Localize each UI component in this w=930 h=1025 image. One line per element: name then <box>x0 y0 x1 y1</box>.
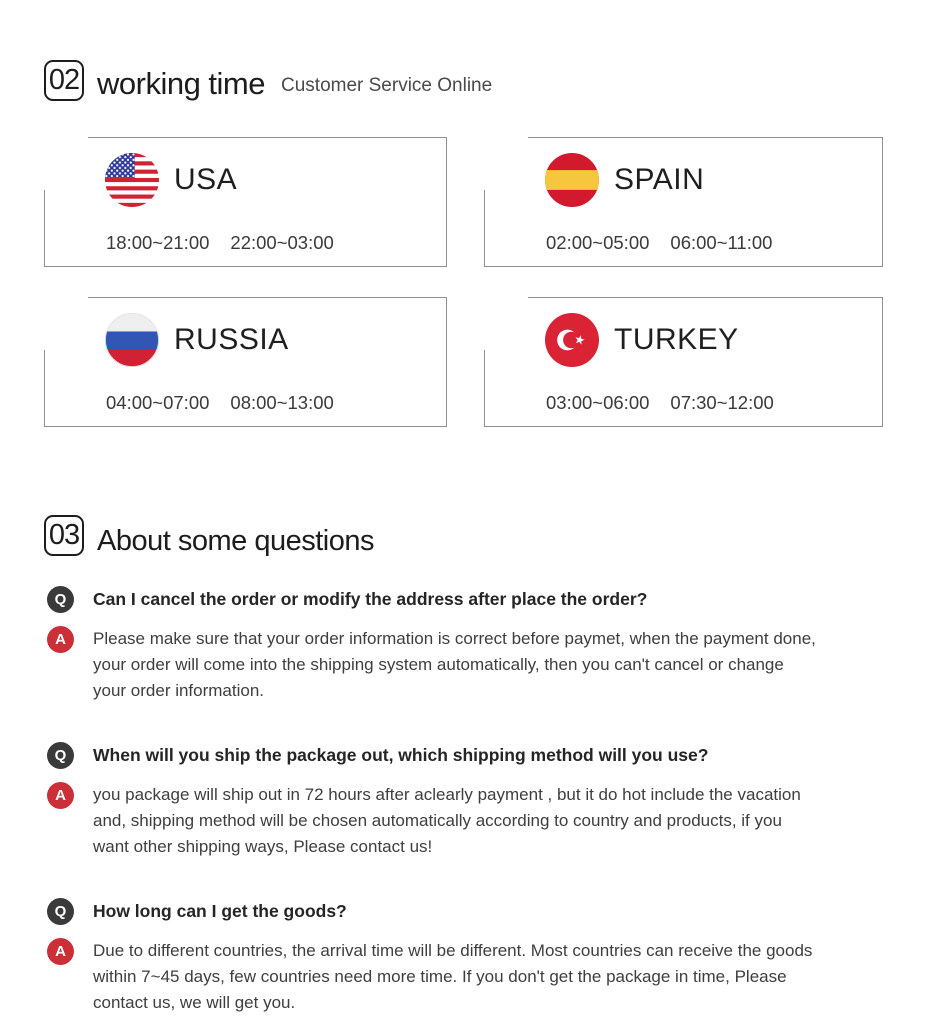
section-number-badge: 03 <box>44 515 84 556</box>
faq-section-header <box>44 515 374 556</box>
question-badge: Q <box>47 586 74 613</box>
service-hours <box>546 232 772 254</box>
country-name: SPAIN <box>614 163 705 196</box>
question-text: How long can I get the goods? <box>93 901 347 921</box>
country-name: RUSSIA <box>174 323 289 356</box>
usa-flag-icon <box>105 153 159 207</box>
time-range: 08:00~13:00 <box>230 392 334 413</box>
answer-line: you package will ship out in 72 hours after aclearly payment , but it do hot include the vacation <box>93 785 801 804</box>
working-time-section-header <box>44 60 492 101</box>
answer-line: within 7~45 days, few countries need more time. If you don't get the package in time, Please <box>93 967 787 986</box>
working-time-card-turkey <box>484 297 883 427</box>
section-title: About some questions <box>97 524 374 557</box>
faq-answer-row <box>47 626 883 704</box>
answer-text <box>93 626 816 704</box>
answer-text <box>93 938 812 1016</box>
faq-question-row <box>47 586 883 613</box>
time-range: 02:00~05:00 <box>546 232 650 253</box>
working-time-card-spain <box>484 137 883 267</box>
time-range: 07:30~12:00 <box>670 392 774 413</box>
answer-line: contact us, we will get you. <box>93 993 296 1012</box>
answer-badge: A <box>47 938 74 965</box>
working-time-card-usa <box>44 137 447 267</box>
card-header <box>105 313 289 367</box>
answer-line: and, shipping method will be chosen automatically according to country and products, if you <box>93 811 782 830</box>
time-range: 18:00~21:00 <box>106 232 210 253</box>
question-text: Can I cancel the order or modify the address after place the order? <box>93 589 648 609</box>
section-number-badge: 02 <box>44 60 84 101</box>
question-badge: Q <box>47 898 74 925</box>
answer-line: Please make sure that your order information is correct before paymet, when the payment done, <box>93 629 816 648</box>
faq-answer-row <box>47 782 883 860</box>
answer-badge: A <box>47 782 74 809</box>
time-range: 06:00~11:00 <box>670 232 773 253</box>
time-range: 22:00~03:00 <box>230 232 334 253</box>
faq-question-row <box>47 742 883 769</box>
section-title: working time <box>97 66 265 102</box>
russia-flag-icon <box>105 313 159 367</box>
service-hours <box>106 232 334 254</box>
country-name: TURKEY <box>614 323 739 356</box>
answer-text <box>93 782 801 860</box>
answer-line: want other shipping ways, Please contact us! <box>93 837 433 856</box>
time-range: 04:00~07:00 <box>106 392 210 413</box>
service-hours <box>546 392 774 414</box>
card-header <box>545 313 739 367</box>
card-header <box>105 153 237 207</box>
card-header <box>545 153 704 207</box>
faq-question-row <box>47 898 883 925</box>
answer-line: your order information. <box>93 681 265 700</box>
spain-flag-icon <box>545 153 599 207</box>
answer-line: Due to different countries, the arrival time will be different. Most countries can receive the goods <box>93 941 813 960</box>
question-text: When will you ship the package out, which shipping method will you use? <box>93 745 709 765</box>
service-hours <box>106 392 334 414</box>
working-time-card-russia <box>44 297 447 427</box>
section-subtitle: Customer Service Online <box>281 75 493 96</box>
answer-line: your order will come into the shipping system automatically, then you can't cancel or change <box>93 655 784 674</box>
country-name: USA <box>174 163 238 196</box>
answer-badge: A <box>47 626 74 653</box>
faq-list <box>47 586 883 1016</box>
time-range: 03:00~06:00 <box>546 392 650 413</box>
turkey-flag-icon <box>545 313 599 367</box>
faq-answer-row <box>47 938 883 1016</box>
question-badge: Q <box>47 742 74 769</box>
